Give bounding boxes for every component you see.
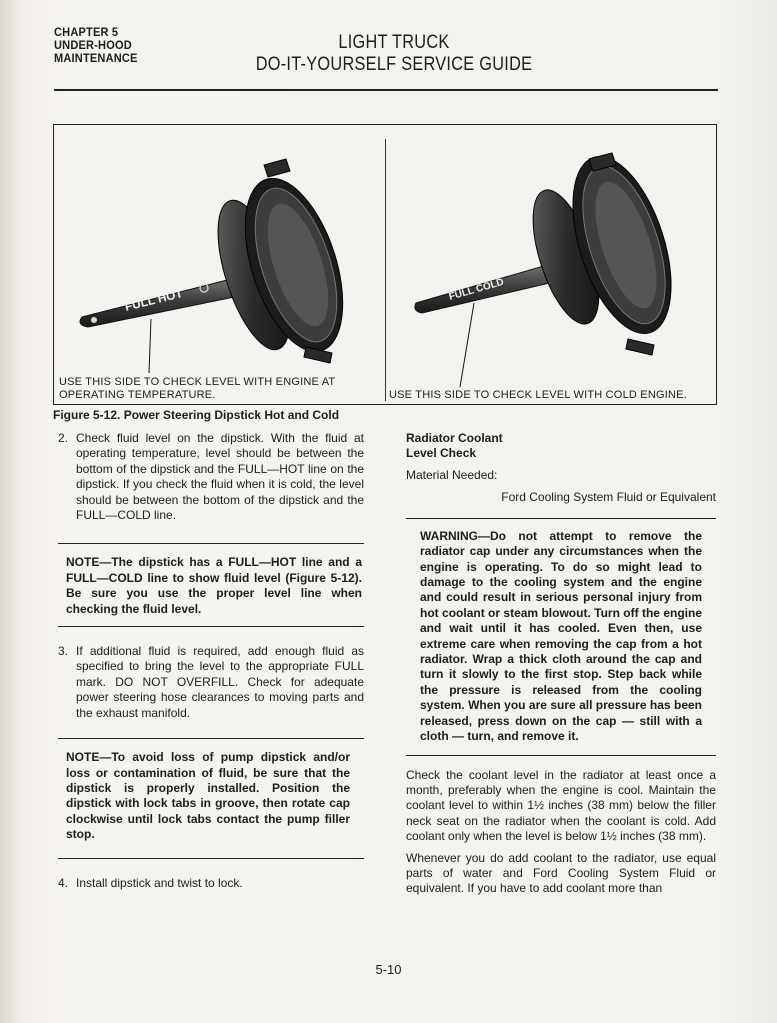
warning-top-rule (406, 518, 716, 519)
cold-dipstick-image (415, 145, 691, 387)
step-2-text: Check fluid level on the dipstick. With the fluid at operating temperature, level should be between the bottom of the dipstick and the FULL—HOT line on the dipstick. If you check the fluid when it is cold, the level should be between the bottom of the dipstick and the FULL—COLD line. (76, 431, 364, 523)
step-4 (58, 876, 364, 891)
material-needed-label: Material Needed: (406, 468, 498, 482)
note-2: NOTE—To avoid loss of pump dipstick and/or loss or contamination of fluid, be sure that the dipstick is properly installed. Position the dipstick with lock tabs in groove, then rotate cap clockwise until lock tabs contact the pump filler stop. (66, 750, 350, 842)
figure-5-12 (53, 124, 717, 405)
figure-divider (385, 139, 386, 401)
note-1: NOTE—The dipstick has a FULL—HOT line and a FULL—COLD line to show fluid level (Figure 5-12). Be sure you use the proper level line when checking the fluid level. (66, 555, 362, 616)
figure-title: Figure 5-12. Power Steering Dipstick Hot and Cold (53, 408, 340, 422)
step-3 (58, 644, 364, 721)
material-item: Ford Cooling System Fluid or Equivalent (501, 490, 716, 505)
cold-caption: USE THIS SIDE TO CHECK LEVEL WITH COLD ENGINE. (389, 389, 687, 401)
section-heading-line-2: Level Check (406, 446, 477, 460)
full-hot-label: FULL HOT (123, 286, 185, 314)
hot-caption: USE THIS SIDE TO CHECK LEVEL WITH ENGINE AT OPERATING TEMPERATURE. (59, 376, 336, 401)
chapter-line-2: UNDER-HOOD (54, 38, 132, 52)
header-rule (54, 89, 718, 91)
chapter-line-3: MAINTENANCE (54, 51, 138, 65)
coolant-paragraph-1: Check the coolant level in the radiator at least once a month, preferably when the engine is cool. Maintain the coolant level to within 1½ inches (38 mm) below the filler neck seat on the radiator when the coolant is cold. Add coolant only when the level is below 1½ inches (38 mm). (406, 767, 716, 844)
left-column (58, 431, 364, 891)
step-3-number: 3. (58, 644, 69, 659)
title-line-1: LIGHT TRUCK (338, 32, 450, 53)
note-1-top-rule (58, 543, 364, 544)
step-2-number: 2. (58, 431, 69, 445)
step-3-text: If additional fluid is required, add enough fluid as specified to bring the level to the appropriate FULL mark. DO NOT OVERFILL. Check for adequate power steering hose clearances to moving parts and the exhaust manifold. (76, 644, 364, 720)
title-line-2: DO-IT-YOURSELF SERVICE GUIDE (255, 54, 533, 75)
note-2-top-rule (58, 738, 364, 739)
note-2-bottom-rule (58, 858, 364, 859)
right-column (406, 431, 716, 897)
warning-box: WARNING—Do not attempt to remove the radiator cap under any circumstances when the engine is operating. To do so might lead to damage to the cooling system and the engine and could result in serious personal injury from hot coolant or steam blowout. Turn off the engine and wait until it has cooled. Even then, use extreme care when removing the cap from a hot radiator. Wrap a thick cloth around the cap and turn it slowly to the first stop. Step back while the pressure is released from the cooling system. When you are sure all pressure has been released, press down on the cap — still with a cloth — turn, and remove it. (420, 528, 702, 744)
warning-bottom-rule (406, 755, 716, 756)
chapter-label (54, 26, 138, 65)
hot-dipstick-image (80, 159, 362, 373)
full-cold-label: FULL COLD (447, 276, 506, 303)
page-title (227, 32, 561, 76)
section-heading-line-1: Radiator Coolant (406, 431, 503, 445)
step-4-number: 4. (58, 875, 69, 890)
step-4-text: Install dipstick and twist to lock. (76, 875, 243, 890)
note-1-bottom-rule (58, 626, 364, 627)
page-number: 5-10 (375, 962, 402, 977)
step-2 (58, 431, 364, 523)
chapter-line-1: CHAPTER 5 (54, 25, 119, 39)
coolant-paragraph-2: Whenever you do add coolant to the radiator, use equal parts of water and Ford Cooling System Fluid or equivalent. If you have to add coolant more than (406, 850, 716, 896)
